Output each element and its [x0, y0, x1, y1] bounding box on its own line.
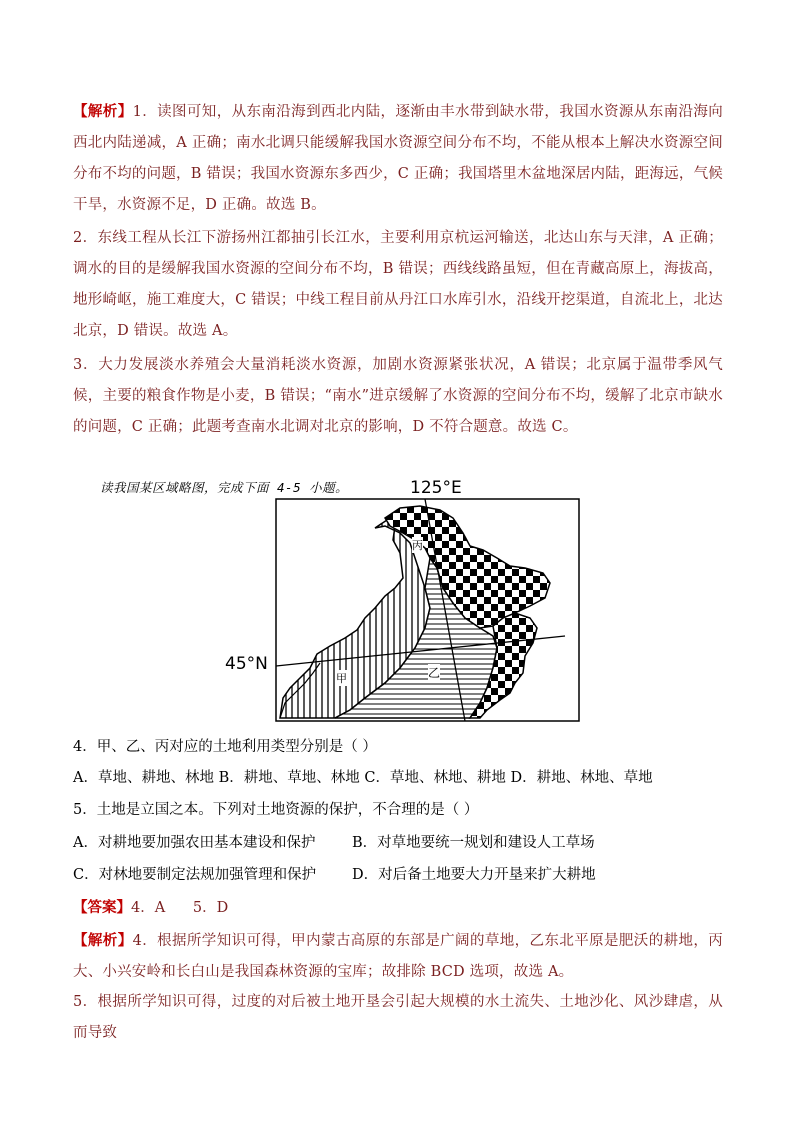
question-5-stem: 5．土地是立国之本。下列对土地资源的保护，不合理的是（ ）	[73, 802, 479, 818]
analysis-paragraph-3: 3．大力发展淡水养殖会大量消耗淡水资源，加剧水资源紧张状况，A 错误；北京属于温带季风气候，主要的粮食作物是小麦，B 错误；“南水”进京缓解了水资源的空间分布不均，缓解了北京市缺水的问题，C 正确；此题考查南水北调对北京的影响，D 不符合题意。故选 C。	[73, 357, 723, 435]
analysis-tag: 【解析】	[73, 103, 133, 120]
analysis-tag-2: 【解析】	[73, 932, 133, 949]
analysis-paragraph-2: 2．东线工程从长江下游扬州江都抽引长江水，主要利用京杭运河输送，北达山东与天津，A 正确；调水的目的是缓解我国水资源的空间分布不均，B 错误；西线线路虽短，但在青藏高原上，海拔高，地形崎岖，施工难度大，C 错误；中线工程目前从丹江口水库引水，沿线开挖渠道，自流北上，北达北京，D 错误。故选 A。	[73, 230, 723, 339]
analysis-paragraph-4	[73, 925, 723, 988]
label-125e: 125°E	[410, 478, 462, 498]
question-4-options: A．草地、耕地、林地 B．耕地、草地、林地 C．草地、林地、耕地 D．耕地、林地、草地	[73, 770, 653, 786]
question-4-stem: 4．甲、乙、丙对应的土地利用类型分别是（ ）	[73, 739, 377, 755]
answer-text: 4．A 5．D	[131, 900, 229, 916]
question-intro: 读我国某区域略图，完成下面 4-5 小题。	[100, 480, 349, 495]
analysis-text-4: 4．根据所学知识可得，甲内蒙古高原的东部是广阔的草地，乙东北平原是肥沃的耕地，丙大、小兴安岭和长白山是我国森林资源的宝库；故排除 BCD 选项，故选 A。	[73, 933, 723, 980]
question-5-option-b: B．对草地要统一规划和建设人工草场	[352, 835, 595, 851]
label-yi: 乙	[428, 666, 441, 680]
analysis-paragraph-1	[73, 96, 723, 221]
analysis-text-1: 1．读图可知，从东南沿海到西北内陆，逐渐由丰水带到缺水带，我国水资源从东南沿海向西北内陆递减，A 正确；南水北调只能缓解我国水资源空间分布不均，不能从根本上解决水资源空间分布不均的问题，B 错误；我国水资源东多西少，C 正确；我国塔里木盆地深居内陆，距海远，气候干旱，水资源不足，D 正确。故选 B。	[73, 104, 723, 213]
region-map	[225, 478, 585, 728]
answer-tag: 【答案】	[73, 899, 131, 916]
analysis-paragraph-5: 5．根据所学知识可得，过度的对后被土地开垦会引起大规模的水土流失、土地沙化、风沙肆虐，从而导致	[73, 994, 723, 1041]
region-map-svg	[225, 478, 585, 728]
question-5-option-c: C．对林地要制定法规加强管理和保护	[73, 867, 317, 883]
label-jia: 甲	[336, 672, 347, 685]
label-bing: 丙	[412, 539, 423, 552]
question-5-option-d: D．对后备土地要大力开垦来扩大耕地	[352, 867, 596, 883]
label-45n: 45°N	[225, 654, 268, 674]
answer-line	[73, 896, 228, 920]
question-5-option-a: A．对耕地要加强农田基本建设和保护	[73, 835, 316, 851]
